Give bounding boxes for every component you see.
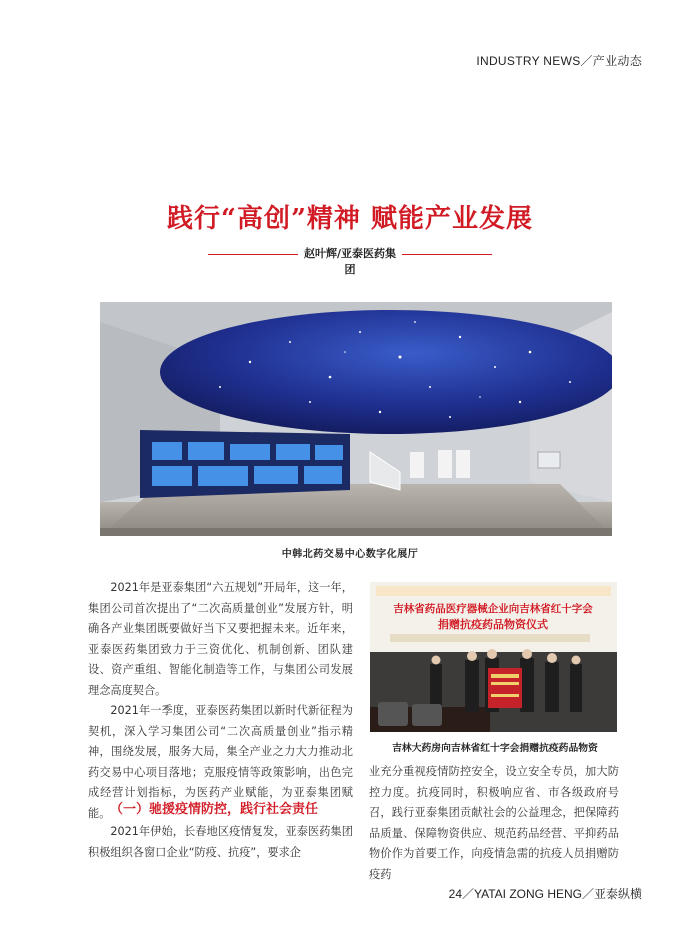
paragraph-3: 2021年伊始，长春地区疫情复发，亚泰医药集团积极组织各窗口企业“防疫、抗疫”，要求企 [88, 825, 353, 859]
byline-rule-right [402, 254, 492, 255]
exhibition-hall-photo [100, 302, 612, 536]
section-subhead: （一）驰援疫情防控，践行社会责任 [110, 802, 319, 817]
banner-text-bottom: 捐赠抗疫药品物资仪式 [438, 618, 548, 631]
section-header: INDUSTRY NEWS／产业动态 [476, 54, 642, 68]
donation-ceremony-photo [370, 582, 617, 732]
paragraph-2: 2021年一季度，亚泰医药集团以新时代新征程为契机，深入学习集团公司“二次高质量创业”指示精神，围绕发展，服务大局，集全产业之力大力推动北药交易中心项目落地；克服疫情等政策影响，出色完成经营计划指标，为医药产业赋能，为亚泰集团赋能。 [88, 704, 353, 820]
byline-row [0, 245, 700, 276]
page-footer: 24／YATAI ZONG HENG／亚泰纵横 [448, 887, 642, 901]
article-title: 践行“高创”精神 赋能产业发展 [167, 204, 533, 234]
paragraph-1: 2021年是亚泰集团“六五规划”开局年，这一年，集团公司首次提出了“二次高质量创业”发展方针，明确各产业集团既要做好当下又要把握未来。近年来，亚泰医药集团致力于三资优化、机制创新、团队建设、资产重组、智能化制造等工作，与集团公司发展理念高度契合。 [88, 581, 353, 697]
banner-text-top: 吉林省药品医疗器械企业向吉林省红十字会 [393, 603, 593, 615]
left-column-body [88, 578, 353, 824]
photo2-caption: 吉林大药房向吉林省红十字会捐赠抗疫药品物资 [392, 743, 598, 754]
byline: 赵叶辉/亚泰医药集团 [303, 247, 397, 276]
exhibition-hall-illustration [100, 302, 612, 536]
byline-rule-left [208, 254, 298, 255]
paragraph-4: 业充分重视疫情防控安全，设立安全专员，加大防控力度。抗疫同时，积极响应省、市各级政府号召，践行亚泰集团贡献社会的公益理念，把保障药品质量、保障物资供应、规范药品经营、平抑药品物价作为首要工作，向疫情急需的抗疫人员捐赠防疫药 [369, 765, 619, 881]
donation-ceremony-illustration [370, 582, 617, 732]
left-column-body-2 [88, 822, 353, 863]
right-column-body [369, 762, 619, 885]
photo1-caption: 中韩北药交易中心数字化展厅 [281, 549, 419, 560]
